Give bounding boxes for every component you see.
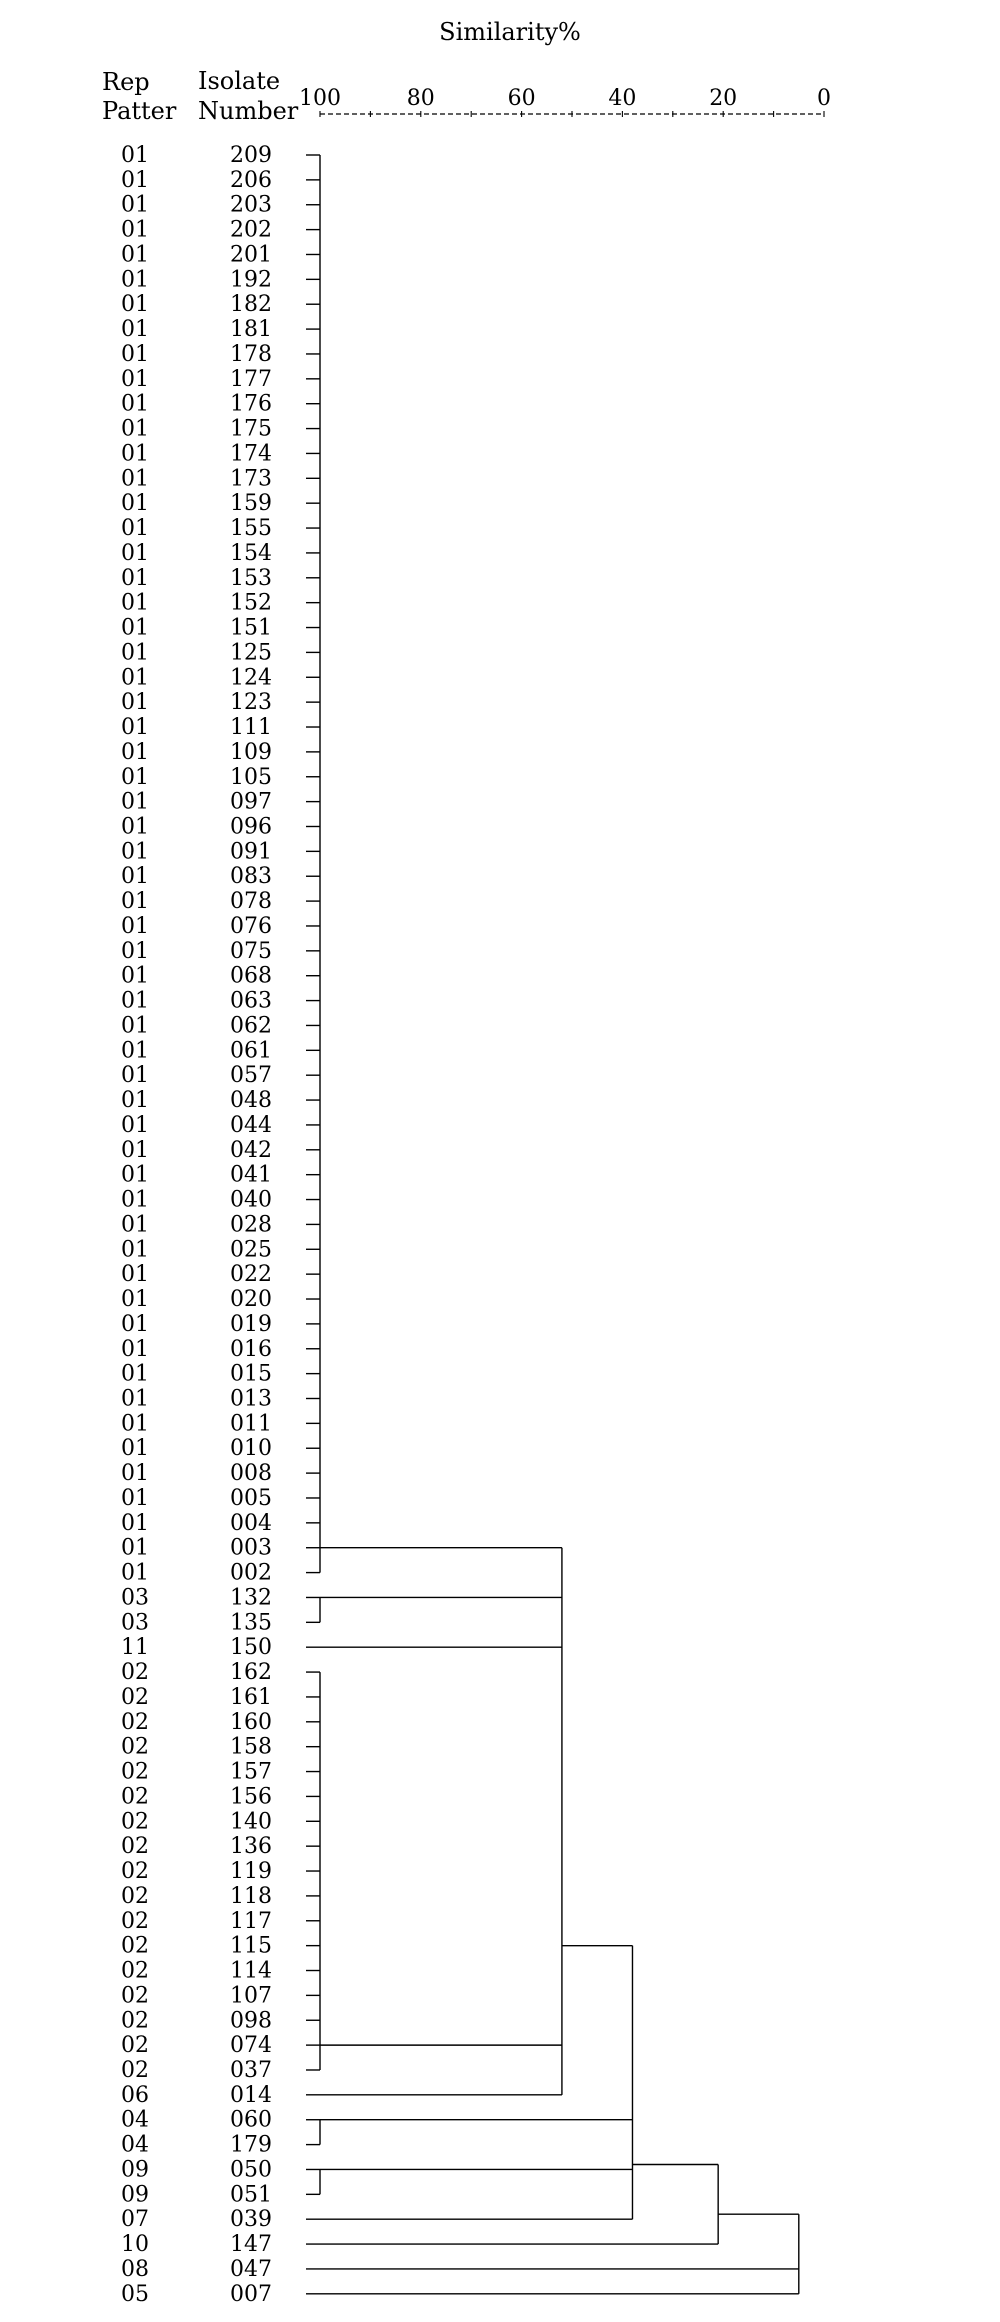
leaf-isolate-label: 014 — [230, 2082, 272, 2108]
leaf-pattern-label: 01 — [121, 491, 149, 517]
leaf-pattern-label: 01 — [121, 292, 149, 318]
leaf-isolate-label: 037 — [230, 2057, 272, 2083]
leaf-pattern-label: 01 — [121, 938, 149, 964]
leaf-isolate-label: 025 — [230, 1237, 272, 1263]
leaf-isolate-label: 011 — [230, 1411, 272, 1437]
leaf-isolate-label: 015 — [230, 1361, 272, 1387]
axis-tick-label: 40 — [608, 86, 637, 111]
leaf-pattern-label: 02 — [121, 1809, 149, 1835]
leaf-pattern-label: 01 — [121, 1262, 149, 1288]
leaf-isolate-label: 176 — [230, 391, 272, 417]
leaf-isolate-label: 157 — [230, 1759, 272, 1785]
leaf-isolate-label: 074 — [230, 2033, 272, 2059]
leaf-isolate-label: 051 — [230, 2182, 272, 2208]
leaf-isolate-label: 119 — [230, 1859, 272, 1885]
leaf-pattern-label: 01 — [121, 789, 149, 815]
leaf-isolate-label: 016 — [230, 1336, 272, 1362]
leaf-isolate-label: 091 — [230, 839, 272, 865]
leaf-pattern-label: 01 — [121, 1137, 149, 1163]
axis-tick-label: 20 — [709, 86, 738, 111]
leaf-isolate-label: 156 — [230, 1784, 272, 1810]
leaf-isolate-label: 175 — [230, 416, 272, 442]
leaf-isolate-label: 173 — [230, 466, 272, 492]
leaf-pattern-label: 01 — [121, 1287, 149, 1313]
leaf-pattern-label: 04 — [121, 2132, 149, 2158]
leaf-pattern-label: 01 — [121, 739, 149, 765]
leaf-isolate-label: 174 — [230, 441, 272, 467]
leaf-isolate-label: 124 — [230, 665, 272, 691]
leaf-isolate-label: 201 — [230, 242, 272, 268]
leaf-isolate-label: 022 — [230, 1262, 272, 1288]
leaf-isolate-label: 118 — [230, 1883, 272, 1909]
leaf-pattern-label: 01 — [121, 1361, 149, 1387]
leaf-isolate-label: 078 — [230, 889, 272, 915]
leaf-isolate-label: 098 — [230, 2008, 272, 2034]
leaf-pattern-label: 01 — [121, 516, 149, 542]
leaf-pattern-label: 02 — [121, 1933, 149, 1959]
isolate-header-line2: Number — [198, 97, 299, 125]
leaf-pattern-label: 01 — [121, 565, 149, 591]
leaf-isolate-label: 125 — [230, 640, 272, 666]
leaf-isolate-label: 132 — [230, 1585, 272, 1611]
leaf-isolate-label: 178 — [230, 341, 272, 367]
leaf-isolate-label: 041 — [230, 1162, 272, 1188]
leaf-isolate-label: 076 — [230, 913, 272, 939]
leaf-isolate-label: 109 — [230, 739, 272, 765]
leaf-isolate-label: 117 — [230, 1908, 272, 1934]
leaf-pattern-label: 01 — [121, 466, 149, 492]
leaf-isolate-label: 042 — [230, 1137, 272, 1163]
leaf-pattern-label: 01 — [121, 317, 149, 343]
leaf-isolate-label: 192 — [230, 267, 272, 293]
leaf-pattern-label: 01 — [121, 1088, 149, 1114]
leaf-pattern-label: 02 — [121, 1660, 149, 1686]
leaf-isolate-label: 203 — [230, 192, 272, 218]
leaf-isolate-label: 160 — [230, 1709, 272, 1735]
leaf-labels — [121, 143, 272, 2307]
pattern-header-line2: Patter — [102, 97, 177, 125]
leaf-pattern-label: 01 — [121, 267, 149, 293]
leaf-pattern-label: 02 — [121, 1684, 149, 1710]
leaf-pattern-label: 11 — [121, 1635, 149, 1661]
leaf-isolate-label: 123 — [230, 690, 272, 716]
leaf-isolate-label: 060 — [230, 2107, 272, 2133]
leaf-pattern-label: 02 — [121, 1859, 149, 1885]
leaf-isolate-label: 020 — [230, 1287, 272, 1313]
leaf-isolate-label: 161 — [230, 1684, 272, 1710]
leaf-isolate-label: 097 — [230, 789, 272, 815]
leaf-pattern-label: 01 — [121, 341, 149, 367]
leaf-pattern-label: 02 — [121, 1709, 149, 1735]
leaf-pattern-label: 06 — [121, 2082, 149, 2108]
leaf-pattern-label: 02 — [121, 2033, 149, 2059]
leaf-isolate-label: 105 — [230, 764, 272, 790]
leaf-isolate-label: 159 — [230, 491, 272, 517]
leaf-isolate-label: 209 — [230, 143, 272, 168]
leaf-pattern-label: 02 — [121, 1784, 149, 1810]
leaf-pattern-label: 01 — [121, 814, 149, 840]
leaf-pattern-label: 03 — [121, 1585, 149, 1611]
leaf-pattern-label: 01 — [121, 889, 149, 915]
leaf-pattern-label: 01 — [121, 391, 149, 417]
leaf-pattern-label: 01 — [121, 167, 149, 193]
leaf-pattern-label: 01 — [121, 590, 149, 616]
leaf-isolate-label: 154 — [230, 540, 272, 566]
leaf-pattern-label: 01 — [121, 1336, 149, 1362]
leaf-isolate-label: 158 — [230, 1734, 272, 1760]
leaf-isolate-label: 004 — [230, 1510, 272, 1536]
leaf-pattern-label: 01 — [121, 1411, 149, 1437]
leaf-isolate-label: 061 — [230, 1038, 272, 1064]
leaf-pattern-label: 03 — [121, 1610, 149, 1636]
leaf-pattern-label: 01 — [121, 1386, 149, 1412]
leaf-pattern-label: 01 — [121, 441, 149, 467]
leaf-isolate-label: 206 — [230, 167, 272, 193]
leaf-pattern-label: 09 — [121, 2157, 149, 2183]
leaf-isolate-label: 202 — [230, 217, 272, 243]
leaf-isolate-label: 002 — [230, 1560, 272, 1586]
leaf-pattern-label: 01 — [121, 913, 149, 939]
leaf-pattern-label: 01 — [121, 242, 149, 268]
leaf-pattern-label: 01 — [121, 217, 149, 243]
leaf-isolate-label: 114 — [230, 1958, 272, 1984]
leaf-pattern-label: 01 — [121, 1560, 149, 1586]
leaf-pattern-label: 09 — [121, 2182, 149, 2208]
leaf-isolate-label: 147 — [230, 2232, 272, 2258]
leaf-isolate-label: 182 — [230, 292, 272, 318]
leaf-pattern-label: 01 — [121, 540, 149, 566]
leaf-isolate-label: 096 — [230, 814, 272, 840]
leaf-isolate-label: 057 — [230, 1063, 272, 1089]
leaf-pattern-label: 02 — [121, 1834, 149, 1860]
leaf-isolate-label: 153 — [230, 565, 272, 591]
leaf-pattern-label: 02 — [121, 1734, 149, 1760]
leaf-pattern-label: 01 — [121, 1212, 149, 1238]
leaf-pattern-label: 02 — [121, 1759, 149, 1785]
leaf-isolate-label: 155 — [230, 516, 272, 542]
leaf-isolate-label: 010 — [230, 1436, 272, 1462]
leaf-pattern-label: 01 — [121, 143, 149, 168]
leaf-pattern-label: 01 — [121, 1162, 149, 1188]
axis-tick-label: 0 — [817, 86, 831, 111]
leaf-isolate-label: 008 — [230, 1461, 272, 1487]
leaf-isolate-label: 177 — [230, 366, 272, 392]
leaf-pattern-label: 01 — [121, 864, 149, 890]
leaf-pattern-label: 02 — [121, 2008, 149, 2034]
leaf-isolate-label: 050 — [230, 2157, 272, 2183]
leaf-pattern-label: 01 — [121, 1461, 149, 1487]
leaf-isolate-label: 003 — [230, 1535, 272, 1561]
leaf-isolate-label: 048 — [230, 1088, 272, 1114]
leaf-isolate-label: 107 — [230, 1983, 272, 2009]
leaf-isolate-label: 162 — [230, 1660, 272, 1686]
leaf-pattern-label: 10 — [121, 2232, 149, 2258]
leaf-isolate-label: 062 — [230, 1013, 272, 1039]
leaf-pattern-label: 01 — [121, 988, 149, 1014]
leaf-isolate-label: 150 — [230, 1635, 272, 1661]
leaf-pattern-label: 01 — [121, 715, 149, 741]
leaf-pattern-label: 05 — [121, 2281, 149, 2307]
leaf-pattern-label: 01 — [121, 690, 149, 716]
leaf-pattern-label: 01 — [121, 615, 149, 641]
leaf-isolate-label: 075 — [230, 938, 272, 964]
leaf-isolate-label: 013 — [230, 1386, 272, 1412]
pattern-header-line1: Rep — [102, 68, 150, 96]
leaf-pattern-label: 01 — [121, 1436, 149, 1462]
leaf-isolate-label: 063 — [230, 988, 272, 1014]
leaf-pattern-label: 02 — [121, 1908, 149, 1934]
leaf-isolate-label: 019 — [230, 1311, 272, 1337]
isolate-header-line1: Isolate — [198, 67, 281, 95]
similarity-axis — [299, 86, 831, 117]
leaf-pattern-label: 01 — [121, 416, 149, 442]
leaf-isolate-label: 007 — [230, 2281, 272, 2307]
axis-tick-label: 80 — [406, 86, 435, 111]
leaf-pattern-label: 04 — [121, 2107, 149, 2133]
leaf-pattern-label: 01 — [121, 1510, 149, 1536]
axis-tick-label: 60 — [507, 86, 536, 111]
dendrogram-tree — [306, 155, 799, 2294]
leaf-pattern-label: 07 — [121, 2207, 149, 2233]
leaf-pattern-label: 01 — [121, 1112, 149, 1138]
leaf-isolate-label: 181 — [230, 317, 272, 343]
leaf-pattern-label: 01 — [121, 764, 149, 790]
leaf-pattern-label: 01 — [121, 1063, 149, 1089]
leaf-pattern-label: 01 — [121, 366, 149, 392]
leaf-isolate-label: 040 — [230, 1187, 272, 1213]
leaf-pattern-label: 02 — [121, 1958, 149, 1984]
leaf-pattern-label: 01 — [121, 1187, 149, 1213]
leaf-isolate-label: 135 — [230, 1610, 272, 1636]
leaf-isolate-label: 005 — [230, 1485, 272, 1511]
leaf-isolate-label: 068 — [230, 963, 272, 989]
leaf-pattern-label: 01 — [121, 1535, 149, 1561]
leaf-pattern-label: 02 — [121, 1983, 149, 2009]
leaf-pattern-label: 01 — [121, 839, 149, 865]
leaf-pattern-label: 01 — [121, 963, 149, 989]
chart-title: Similarity% — [439, 18, 581, 46]
leaf-isolate-label: 179 — [230, 2132, 272, 2158]
leaf-isolate-label: 140 — [230, 1809, 272, 1835]
leaf-isolate-label: 136 — [230, 1834, 272, 1860]
leaf-pattern-label: 01 — [121, 1038, 149, 1064]
leaf-pattern-label: 01 — [121, 1311, 149, 1337]
leaf-isolate-label: 111 — [230, 715, 272, 741]
leaf-isolate-label: 151 — [230, 615, 272, 641]
leaf-pattern-label: 02 — [121, 1883, 149, 1909]
leaf-pattern-label: 02 — [121, 2057, 149, 2083]
leaf-pattern-label: 01 — [121, 192, 149, 218]
leaf-pattern-label: 08 — [121, 2256, 149, 2282]
leaf-isolate-label: 039 — [230, 2207, 272, 2233]
leaf-isolate-label: 152 — [230, 590, 272, 616]
leaf-pattern-label: 01 — [121, 1013, 149, 1039]
leaf-pattern-label: 01 — [121, 665, 149, 691]
leaf-isolate-label: 044 — [230, 1112, 272, 1138]
leaf-isolate-label: 083 — [230, 864, 272, 890]
leaf-isolate-label: 115 — [230, 1933, 272, 1959]
leaf-isolate-label: 028 — [230, 1212, 272, 1238]
leaf-pattern-label: 01 — [121, 1237, 149, 1263]
leaf-isolate-label: 047 — [230, 2256, 272, 2282]
axis-tick-label: 100 — [299, 86, 341, 111]
leaf-pattern-label: 01 — [121, 640, 149, 666]
leaf-pattern-label: 01 — [121, 1485, 149, 1511]
